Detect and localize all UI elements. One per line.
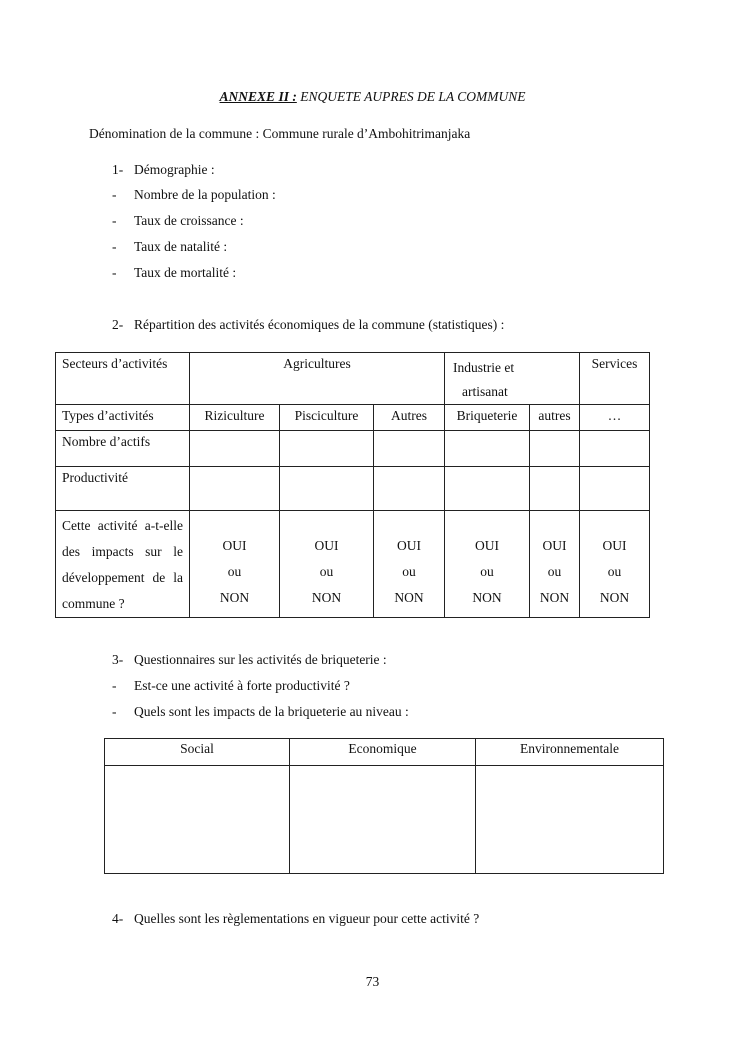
- demography-item: Taux de croissance :: [134, 213, 244, 228]
- artisanat-label: artisanat: [462, 384, 508, 399]
- oui-non-cell: [530, 511, 580, 618]
- social-header: Social: [105, 739, 290, 766]
- empty-cell: [476, 766, 664, 874]
- empty-cell: [280, 467, 374, 511]
- demography-item: Taux de mortalité :: [134, 265, 237, 280]
- empty-cell: [105, 766, 290, 874]
- non-option: NON: [599, 590, 630, 605]
- services-header: Services: [580, 353, 650, 405]
- environnementale-header: Environnementale: [476, 739, 664, 766]
- nombre-actifs-label: Nombre d’actifs: [56, 431, 190, 467]
- agricultures-header: Agricultures: [190, 353, 445, 405]
- section1-title: Démographie :: [134, 162, 215, 177]
- empty-cell: [445, 467, 530, 511]
- bullet-dash: -: [112, 239, 117, 254]
- section4-title: Quelles sont les règlementations en vigueur pour cette activité ?: [134, 911, 480, 926]
- annex-label: ANNEXE II :: [219, 89, 297, 104]
- section1-number: 1-: [112, 162, 124, 177]
- empty-cell: [530, 467, 580, 511]
- section4-number: 4-: [112, 911, 124, 926]
- ou-text: ou: [607, 564, 622, 579]
- oui-non-cell: [374, 511, 445, 618]
- non-option: NON: [394, 590, 424, 605]
- empty-cell: [290, 766, 476, 874]
- section3-title: Questionnaires sur les activités de briqueterie :: [134, 652, 387, 667]
- bullet-dash: -: [112, 704, 117, 719]
- empty-cell: [374, 467, 445, 511]
- ou-text: ou: [547, 564, 562, 579]
- section3-number: 3-: [112, 652, 124, 667]
- bullet-dash: -: [112, 678, 117, 693]
- empty-cell: [374, 431, 445, 467]
- empty-cell: [530, 431, 580, 467]
- annex-title: ENQUETE AUPRES DE LA COMMUNE: [296, 89, 526, 104]
- page-title: [0, 89, 745, 105]
- oui-non-cell: [280, 511, 374, 618]
- bullet-dash: -: [112, 187, 117, 202]
- oui-non-cell: [445, 511, 530, 618]
- demography-item: Nombre de la population :: [134, 187, 276, 202]
- empty-cell: [190, 467, 280, 511]
- ou-text: ou: [402, 564, 416, 579]
- oui-option: OUI: [397, 538, 421, 553]
- empty-cell: [580, 467, 650, 511]
- industrie-header: [445, 353, 580, 405]
- empty-cell: [190, 431, 280, 467]
- productivite-label: Productivité: [56, 467, 190, 511]
- secteurs-header: Secteurs d’activités: [56, 353, 190, 405]
- bullet-dash: -: [112, 213, 117, 228]
- impacts-table: [104, 738, 664, 874]
- empty-cell: [280, 431, 374, 467]
- type-cell: autres: [530, 405, 580, 431]
- oui-non-cell: [580, 511, 650, 618]
- ou-text: ou: [319, 564, 334, 579]
- oui-non-cell: [190, 511, 280, 618]
- empty-cell: [580, 431, 650, 467]
- commune-denomination: Dénomination de la commune : Commune rurale d’Ambohitrimanjaka: [89, 126, 471, 141]
- question-item: Quels sont les impacts de la briqueterie au niveau :: [134, 704, 409, 719]
- section2-title: Répartition des activités économiques de la commune (statistiques) :: [134, 317, 505, 332]
- ou-text: ou: [227, 564, 242, 579]
- bullet-dash: -: [112, 265, 117, 280]
- type-cell: Briqueterie: [445, 405, 530, 431]
- oui-option: OUI: [602, 538, 627, 553]
- oui-option: OUI: [222, 538, 247, 553]
- demography-item: Taux de natalité :: [134, 239, 228, 254]
- type-cell: Pisciculture: [280, 405, 374, 431]
- types-label: Types d’activités: [56, 405, 190, 431]
- non-option: NON: [311, 590, 342, 605]
- industrie-label: Industrie et: [453, 360, 515, 375]
- oui-option: OUI: [314, 538, 339, 553]
- oui-option: OUI: [542, 538, 567, 553]
- type-cell: Autres: [374, 405, 445, 431]
- impact-question: Cette activité a-t-elle des impacts sur le développement de la commune ?: [56, 511, 190, 618]
- question-item: Est-ce une activité à forte productivité ?: [134, 678, 350, 693]
- section2-number: 2-: [112, 317, 124, 332]
- page-number: 73: [365, 974, 380, 989]
- non-option: NON: [472, 590, 502, 605]
- type-cell: …: [580, 405, 650, 431]
- non-option: NON: [539, 590, 570, 605]
- empty-cell: [445, 431, 530, 467]
- activities-table: [55, 352, 650, 618]
- ou-text: ou: [480, 564, 494, 579]
- type-cell: Riziculture: [190, 405, 280, 431]
- economique-header: Economique: [290, 739, 476, 766]
- non-option: NON: [219, 590, 250, 605]
- oui-option: OUI: [475, 538, 499, 553]
